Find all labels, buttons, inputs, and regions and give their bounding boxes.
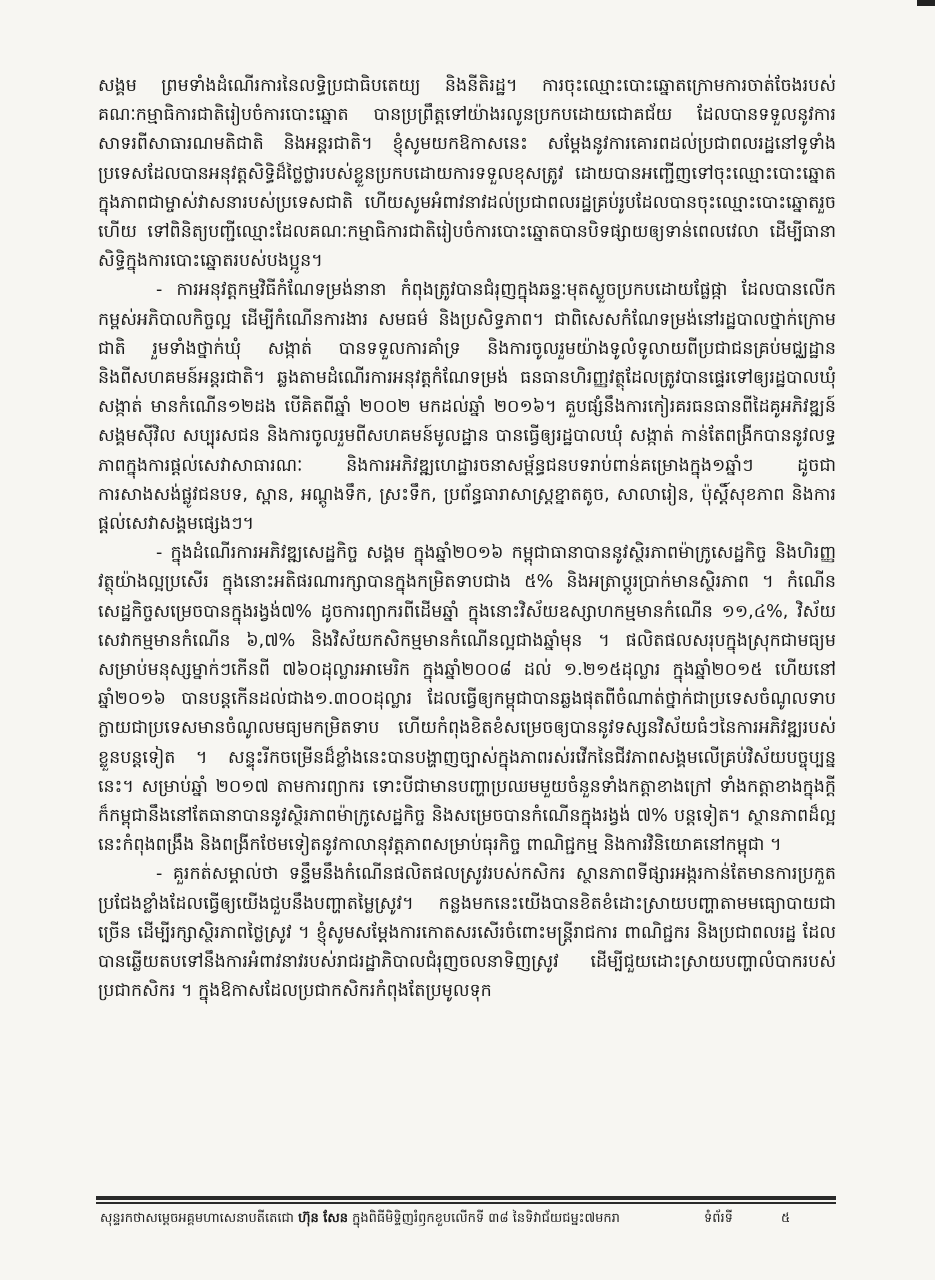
page-label: ទំព័រទី bbox=[704, 1211, 733, 1226]
footer-page-indicator bbox=[704, 1210, 790, 1229]
footer-divider-thin bbox=[96, 1202, 836, 1204]
footer-title-prefix: សុន្ទរកថាសម្ដេចអគ្គមហាសេនាបតីតេជោ bbox=[100, 1211, 294, 1226]
paragraph-election-registration: សង្គម ព្រមទាំងដំណើរការនៃលទ្ធិប្រជាធិបតេយ្យ និងនីតិរដ្ឋ។ ការចុះឈ្មោះបោះឆ្នោតក្រោមការចាត់ចែងរបស់គណៈកម្មាធិការជាតិរៀបចំការបោះឆ្នោត បានប្រព្រឹត្តទៅយ៉ាងរលូនប្រកបដោយជោគជ័យ ដែលបានទទួលនូវការសាទរពីសាធារណមតិជាតិ និងអន្តរជាតិ។ ខ្ញុំសូមយកឱកាសនេះ សម្តែងនូវការគោរពដល់ប្រជាពលរដ្ឋនៅទូទាំងប្រទេសដែលបានអនុវត្តសិទ្ធិដ៏ថ្លៃថ្លារបស់ខ្លួនប្រកបដោយការទទួលខុសត្រូវ ដោយបានអញ្ជើញទៅចុះឈ្មោះបោះឆ្នោតក្នុងភាពជាម្ចាស់វាសនារបស់ប្រទេសជាតិ ហើយសូមអំពាវនាវដល់ប្រជាពលរដ្ឋគ្រប់រូបដែលបានចុះឈ្មោះបោះឆ្នោតរួចហើយ ទៅពិនិត្យបញ្ជីឈ្មោះដែលគណៈកម្មាធិការជាតិរៀបចំការបោះឆ្នោតបានបិទផ្សាយឲ្យទាន់ពេលវេលា ដើម្បីធានាសិទ្ធិក្នុងការបោះឆ្នោតរបស់បងប្អូន។ bbox=[98, 76, 836, 272]
footer-speech-title bbox=[100, 1210, 620, 1229]
footer-title-suffix: ក្នុងពិធីមិទ្ទិញរំឭកខួបលើកទី ៣៨ នៃទិវាជ័យជម្នះ៧មករា bbox=[352, 1211, 620, 1226]
document-body bbox=[98, 72, 836, 1007]
page-number: ៥ bbox=[781, 1211, 791, 1226]
footer-speaker-name: ហ៊ុន សែន bbox=[298, 1211, 348, 1226]
footer-divider-thick bbox=[96, 1196, 836, 1200]
paragraph-economic-development: - ក្នុងដំណើរការអភិវឌ្ឍសេដ្ឋកិច្ច សង្គម ក្នុងឆ្នាំ២០១៦ កម្ពុជាធានាបាននូវស្ថិរភាពម៉ាក្រូសេដ្ឋកិច្ច និងហិរញ្ញវត្ថុយ៉ាងល្អប្រសើរ ក្នុងនោះអតិផរណារក្សាបានក្នុងកម្រិតទាបជាង ៥% និងអត្រាប្តូរប្រាក់មានស្ថិរភាព ។ កំណើនសេដ្ឋកិច្ចសម្រេចបានក្នុងរង្វង់៧% ដូចការព្យាករពីដើមឆ្នាំ ក្នុងនោះវិស័យឧស្សាហកម្មមានកំណើន ១១,៤%, វិស័យសេវាកម្មមានកំណើន ៦,៧% និងវិស័យកសិកម្មមានកំណើនល្អជាងឆ្នាំមុន ។ ផលិតផលសរុបក្នុងស្រុកជាមធ្យមសម្រាប់មនុស្សម្នាក់ៗកើនពី ៧៦០ដុល្លារអាមេរិក ក្នុងឆ្នាំ២០០៨ ដល់ ១.២១៥ដុល្លារ ក្នុងឆ្នាំ២០១៥ ហើយនៅឆ្នាំ២០១៦ បានបន្តកើនដល់ជាង១.៣០០ដុល្លារ ដែលធ្វើឲ្យកម្ពុជាបានឆ្លងផុតពីចំណាត់ថ្នាក់ជាប្រទេសចំណូលទាបក្លាយជាប្រទេសមានចំណូលមធ្យមកម្រិតទាប ហើយកំពុងខិតខំសម្រេចឲ្យបាននូវទស្សនវិស័យធំៗនៃការអភិវឌ្ឍរបស់ខ្លួនបន្តទៀត ។ សន្ទុះរីកចម្រើនដ៏ខ្លាំងនេះបានបង្ហាញច្បាស់ក្នុងភាពរស់រវើកនៃជីវភាពសង្គមលើគ្រប់វិស័យបច្ចុប្បន្ននេះ។ សម្រាប់ឆ្នាំ ២០១៧ តាមការព្យាករ ទោះបីជាមានបញ្ហាប្រឈមមួយចំនួនទាំងកត្តាខាងក្រៅ ទាំងកត្តាខាងក្នុងក្តី ក៏កម្ពុជានឹងនៅតែធានាបាននូវស្ថិរភាពម៉ាក្រូសេដ្ឋកិច្ច និងសម្រេចបានកំណើនក្នុងរង្វង់ ៧% បន្តទៀត។ ស្ថានភាពដ៏ល្អនេះកំពុងពង្រឹង និងពង្រីកថែមទៀតនូវកាលានុវត្តភាពសម្រាប់ធុរកិច្ច ពាណិជ្ជកម្ម និងការវិនិយោគនៅកម្ពុជា ។ bbox=[98, 543, 836, 856]
paragraph-rice-market: - គួរកត់សម្គាល់ថា ទន្ទឹមនឹងកំណើនផលិតផលស្រូវរបស់កសិករ ស្ថានភាពទីផ្សារអង្ករកាន់តែមានការប្រកួតប្រជែងខ្លាំងដែលធ្វើឲ្យយើងជួបនឹងបញ្ហាតម្លៃស្រូវ។ កន្លងមកនេះយើងបានខិតខំដោះស្រាយបញ្ហាតាមមធ្យោបាយជាច្រើន ដើម្បីរក្សាស្ថិរភាពថ្លៃស្រូវ ។ ខ្ញុំសូមសម្តែងការកោតសរសើរចំពោះមន្ត្រីរាជការ ពាណិជ្ជករ និងប្រជាពលរដ្ឋ ដែលបានឆ្លើយតបទៅនឹងការអំពាវនាវរបស់រាជរដ្ឋាភិបាលជំរុញចលនាទិញស្រូវ ដើម្បីជួយដោះស្រាយបញ្ហាលំបាករបស់ប្រជាកសិករ ។ ក្នុងឱកាសដែលប្រជាកសិករកំពុងតែប្រមូលទុក bbox=[98, 864, 836, 1002]
scan-corner-mark bbox=[917, 0, 935, 6]
paragraph-reform-programs: - ការអនុវត្តកម្មវិធីកំណែទម្រង់នានា កំពុងត្រូវបានជំរុញក្នុងឆន្ទៈមុតស្លួចប្រកបដោយផ្លែផ្កា ដែលបានលើកកម្ពស់អភិបាលកិច្ចល្អ ដើម្បីកំណើនការងារ សមធម៌ និងប្រសិទ្ធភាព។ ជាពិសេសកំណែទម្រង់នៅរដ្ឋបាលថ្នាក់ក្រោមជាតិ រួមទាំងថ្នាក់ឃុំ សង្កាត់ បានទទួលការគាំទ្រ និងការចូលរួមយ៉ាងទូលំទូលាយពីប្រជាជនគ្រប់មជ្ឈដ្ឋាន និងពីសហគមន៍អន្តរជាតិ។ ឆ្លងតាមដំណើរការអនុវត្តកំណែទម្រង់ ធនធានហិរញ្ញវត្ថុដែលត្រូវបានផ្ទេរទៅឲ្យរដ្ឋបាលឃុំ សង្កាត់ មានកំណើន១២ដង បើគិតពីឆ្នាំ ២០០២ មកដល់ឆ្នាំ ២០១៦។ គួបផ្សំនឹងការកៀរគរធនធានពីដៃគូអភិវឌ្ឍន៍ សង្គមស៊ីវិល សប្បុរសជន និងការចូលរួមពីសហគមន៍មូលដ្ឋាន បានធ្វើឲ្យរដ្ឋបាលឃុំ សង្កាត់ កាន់តែពង្រីកបាននូវលទ្ធភាពក្នុងការផ្តល់សេវាសាធារណៈ និងការអភិវឌ្ឍហេដ្ឋារចនាសម្ព័ន្ធជនបទរាប់ពាន់គម្រោងក្នុង១ឆ្នាំៗ ដូចជា ការសាងសង់ផ្លូវជនបទ, ស្ពាន, អណ្តូងទឹក, ស្រះទឹក, ប្រព័ន្ធធារាសាស្ត្រខ្នាតតូច, សាលារៀន, ប៉ុស្តិ៍សុខភាព និងការផ្តល់សេវាសង្គមផ្សេងៗ។ bbox=[98, 280, 836, 535]
